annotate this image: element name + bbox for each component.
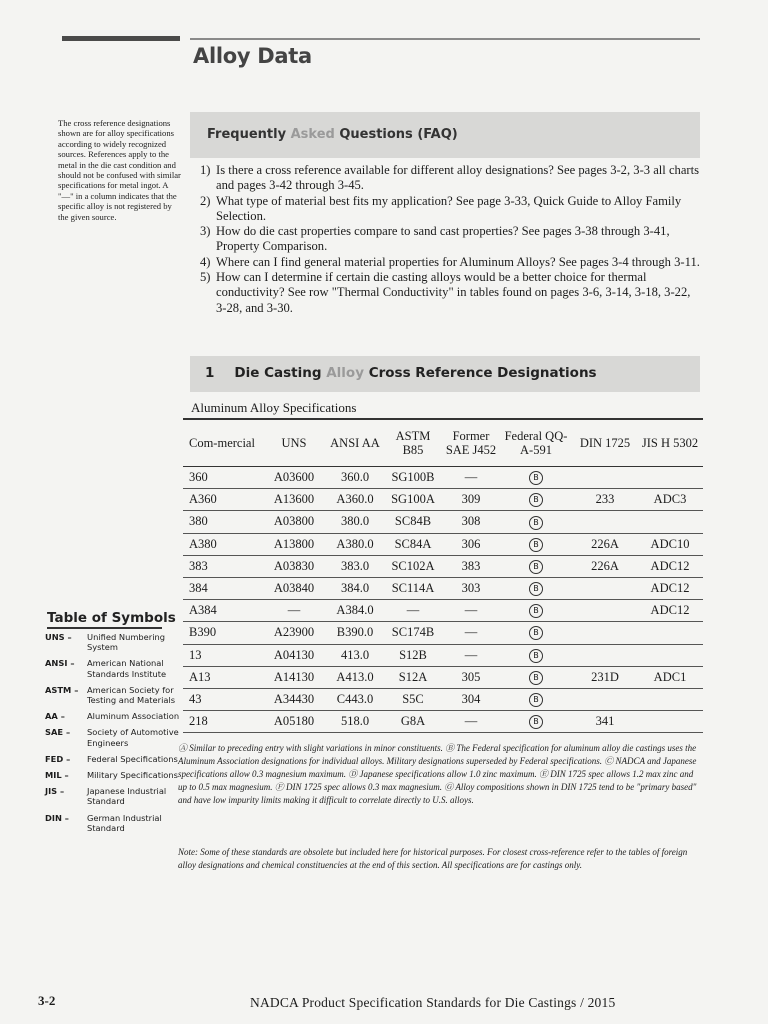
faq-item-text: Is there a cross reference available for different alloy designations? See pages 3-2, 3-3 all charts and pages 3-42 through 3-45. (216, 163, 700, 193)
cell-din (573, 577, 637, 599)
symbol-entry (45, 813, 185, 833)
symbol-entry (45, 685, 185, 705)
table-row (183, 511, 703, 533)
cell-astm: S5C (383, 688, 443, 710)
symbol-definition: German Industrial Standard (87, 812, 162, 833)
cell-din (573, 688, 637, 710)
cell-din (573, 644, 637, 666)
cell-sae: — (443, 622, 499, 644)
symbol-entry (45, 658, 185, 678)
section-title (205, 365, 597, 381)
circled-letter-icon: B (529, 671, 543, 685)
circled-letter-icon: B (529, 493, 543, 507)
col-header-federal: Federal QQ-A-591 (504, 429, 568, 457)
cell-jis: ADC1 (637, 666, 703, 688)
cell-astm: SG100A (383, 489, 443, 511)
col-header-astm: ASTM B85 (395, 429, 431, 457)
cell-ansi: A380.0 (327, 533, 383, 555)
faq-item-number: 1) (200, 163, 211, 177)
faq-item (200, 270, 700, 316)
symbol-entry (45, 632, 185, 652)
cell-din: 226A (573, 555, 637, 577)
cell-din: 231D (573, 666, 637, 688)
cell-din: 233 (573, 489, 637, 511)
table-row (183, 600, 703, 622)
symbol-definition: Military Specifications (87, 770, 178, 781)
cell-commercial: 360 (183, 467, 261, 489)
cell-fed (499, 489, 573, 511)
section-title-highlight: Alloy (326, 365, 364, 381)
cell-fed (499, 711, 573, 733)
table-footnote: Ⓐ Similar to preceding entry with slight variations in minor constituents. Ⓑ The Federal specification for aluminum alloy die castings uses the Aluminum Association designations for individual alloys. Military designations superseded by Federal specifications. Ⓒ NADCA and Japanese specifications allow 0.3 magnesium maximum. Ⓓ Japanese specifications allow 1.0 zinc maximum. Ⓔ DIN 1725 spec allows 1.2 max zinc and up to 0.5 max magnesium. Ⓕ DIN 1725 spec allows 0.3 max magnesium. Ⓖ Alloy compositions shown in DIN 1725 tend to be "primary based" and have low impurity limits making it difficult to correlate directly to U.S. alloys. (178, 743, 697, 805)
section-title-pre: Die Casting (234, 365, 327, 381)
symbol-abbr: ANSI – (45, 658, 75, 669)
cell-sae: — (443, 467, 499, 489)
cell-fed (499, 622, 573, 644)
cell-fed (499, 600, 573, 622)
symbol-entry (45, 770, 185, 780)
cell-din (573, 467, 637, 489)
cell-jis: ADC12 (637, 600, 703, 622)
section-title-post: Cross Reference Designations (364, 365, 597, 381)
symbol-entry (45, 711, 185, 721)
symbol-abbr: AA – (45, 711, 65, 722)
cell-commercial: 43 (183, 688, 261, 710)
cell-ansi: 413.0 (327, 644, 383, 666)
col-header-ansi: ANSI AA (330, 436, 380, 450)
cell-astm: SC84A (383, 533, 443, 555)
cell-commercial: B390 (183, 622, 261, 644)
symbol-abbr: FED – (45, 753, 71, 764)
symbol-definition: American National Standards Institute (87, 658, 167, 679)
col-header-din: DIN 1725 (579, 436, 631, 450)
cell-sae: 304 (443, 688, 499, 710)
cell-astm: SG100B (383, 467, 443, 489)
cell-fed (499, 467, 573, 489)
cell-sae: 308 (443, 511, 499, 533)
cell-uns: A34430 (261, 688, 327, 710)
table-row (183, 555, 703, 577)
cell-sae: — (443, 600, 499, 622)
cell-uns: A13800 (261, 533, 327, 555)
cell-ansi: 384.0 (327, 577, 383, 599)
faq-list (200, 163, 700, 316)
cell-uns: A03830 (261, 555, 327, 577)
cell-commercial: 383 (183, 555, 261, 577)
cell-commercial: A360 (183, 489, 261, 511)
faq-item (200, 163, 700, 194)
cell-jis (637, 711, 703, 733)
cell-astm: SC174B (383, 622, 443, 644)
cell-din (573, 600, 637, 622)
cell-jis: ADC12 (637, 555, 703, 577)
cell-commercial: 384 (183, 577, 261, 599)
cell-ansi: C443.0 (327, 688, 383, 710)
cell-commercial: A384 (183, 600, 261, 622)
cell-jis (637, 688, 703, 710)
symbol-definition: Unified Numbering System (87, 632, 166, 653)
footer-text: NADCA Product Specification Standards for Die Castings / 2015 (250, 995, 616, 1010)
cell-commercial: 380 (183, 511, 261, 533)
symbol-entry (45, 786, 185, 806)
cell-sae: — (443, 644, 499, 666)
symbol-abbr: UNS – (45, 632, 72, 642)
cell-fed (499, 555, 573, 577)
alloy-table-container (183, 400, 703, 733)
cell-ansi: A384.0 (327, 600, 383, 622)
cell-uns: A03800 (261, 511, 327, 533)
cell-jis (637, 467, 703, 489)
cell-astm: G8A (383, 711, 443, 733)
table-row (183, 577, 703, 599)
cell-jis (637, 644, 703, 666)
table-row (183, 489, 703, 511)
table-row (183, 533, 703, 555)
table-row (183, 467, 703, 489)
faq-item-number: 4) (200, 254, 211, 269)
symbol-abbr: JIS – (45, 786, 65, 797)
cell-din (573, 511, 637, 533)
cell-din: 226A (573, 533, 637, 555)
cell-ansi: 518.0 (327, 711, 383, 733)
col-header-jis: JIS H 5302 (641, 436, 699, 450)
cell-uns: A04130 (261, 644, 327, 666)
cell-fed (499, 533, 573, 555)
faq-item-number: 2) (200, 193, 211, 208)
cell-sae: 303 (443, 577, 499, 599)
cell-astm: S12B (383, 644, 443, 666)
section-number: 1 (205, 365, 215, 381)
cell-uns: A03840 (261, 577, 327, 599)
circled-letter-icon: B (529, 560, 543, 574)
circled-letter-icon: B (529, 516, 543, 530)
circled-letter-icon: B (529, 649, 543, 663)
faq-item (200, 194, 700, 225)
circled-letter-icon: B (529, 693, 543, 707)
cell-ansi: A360.0 (327, 489, 383, 511)
faq-title-pre: Frequently (207, 127, 291, 142)
cell-din (573, 622, 637, 644)
symbol-abbr: DIN – (45, 812, 69, 823)
faq-title (207, 127, 458, 142)
cell-sae: 305 (443, 666, 499, 688)
cell-astm: SC114A (383, 577, 443, 599)
cell-fed (499, 577, 573, 599)
faq-title-post: Questions (FAQ) (334, 127, 458, 142)
cell-commercial: A380 (183, 533, 261, 555)
cell-sae: 309 (443, 489, 499, 511)
side-note: The cross reference designations shown are for alloy specifications according to widely recognized sources. References apply to the metal in the die cast condition and should not be confused with similar specifications for metal ingot. A "—" in a column indicates that the specific alloy is not registered by the given source. (58, 118, 181, 222)
table-note: Note: Some of these standards are obsolete but included here for historical purposes. For closest cross-reference refer to the tables of foreign alloy designations and chemical constituencies at the end of this section. All specifications are for castings only. (178, 847, 688, 870)
cell-sae: 306 (443, 533, 499, 555)
symbol-definition: American Society for Testing and Materials (87, 684, 176, 706)
cell-astm: — (383, 600, 443, 622)
cell-astm: SC84B (383, 511, 443, 533)
cell-fed (499, 688, 573, 710)
faq-item (200, 224, 700, 255)
symbol-abbr: ASTM – (45, 684, 79, 695)
circled-letter-icon: B (529, 626, 543, 640)
symbol-abbr: SAE – (45, 727, 71, 738)
cell-commercial: 218 (183, 711, 261, 733)
alloy-cross-reference-table (183, 420, 703, 733)
cell-jis: ADC10 (637, 533, 703, 555)
faq-item-text: How do die cast properties compare to sand cast properties? See pages 3-38 through 3-41, Property Comparison. (216, 224, 670, 254)
table-row (183, 644, 703, 666)
cell-uns: A03600 (261, 467, 327, 489)
cell-fed (499, 644, 573, 666)
symbol-abbr: MIL – (45, 770, 69, 781)
table-row (183, 666, 703, 688)
faq-item (200, 255, 700, 270)
symbols-list (45, 632, 185, 839)
cell-ansi: 360.0 (327, 467, 383, 489)
cell-astm: S12A (383, 666, 443, 688)
page-title: Alloy Data (193, 44, 312, 68)
symbol-entry (45, 754, 185, 764)
cell-ansi: 380.0 (327, 511, 383, 533)
table-header-row (183, 420, 703, 467)
faq-title-highlight: Asked (290, 127, 335, 142)
cell-commercial: 13 (183, 644, 261, 666)
circled-letter-icon: B (529, 582, 543, 596)
cell-ansi: 383.0 (327, 555, 383, 577)
table-body (183, 467, 703, 733)
cell-astm: SC102A (383, 555, 443, 577)
page-number: 3-2 (38, 993, 56, 1008)
symbols-rule (47, 627, 162, 629)
symbol-definition: Aluminum Association (87, 711, 180, 722)
cell-uns: A13600 (261, 489, 327, 511)
circled-letter-icon: B (529, 471, 543, 485)
cell-ansi: A413.0 (327, 666, 383, 688)
cell-fed (499, 666, 573, 688)
cell-jis: ADC12 (637, 577, 703, 599)
symbol-definition: Society of Automotive Engineers (87, 727, 179, 748)
faq-item-number: 5) (200, 270, 211, 285)
table-row (183, 711, 703, 733)
cell-jis (637, 622, 703, 644)
circled-letter-icon: B (529, 538, 543, 552)
header-rule-left (62, 36, 180, 41)
circled-letter-icon: B (529, 715, 543, 729)
faq-item-text: Where can I find general material properties for Aluminum Alloys? See pages 3-4 through 3-11. (216, 254, 700, 269)
cell-uns: — (261, 600, 327, 622)
cell-commercial: A13 (183, 666, 261, 688)
cell-fed (499, 511, 573, 533)
cell-uns: A14130 (261, 666, 327, 688)
cell-jis (637, 511, 703, 533)
circled-letter-icon: B (529, 604, 543, 618)
faq-item-text: What type of material best fits my application? See page 3-33, Quick Guide to Alloy Family Selection. (216, 193, 682, 223)
cell-uns: A05180 (261, 711, 327, 733)
faq-item-number: 3) (200, 224, 211, 239)
table-row (183, 688, 703, 710)
table-caption: Aluminum Alloy Specifications (183, 400, 703, 420)
symbol-entry (45, 727, 185, 747)
table-row (183, 622, 703, 644)
cell-sae: 383 (443, 555, 499, 577)
header-rule-right (190, 38, 700, 40)
cell-jis: ADC3 (637, 489, 703, 511)
col-header-commercial: Com-mercial (189, 436, 255, 450)
col-header-sae: Former SAE J452 (445, 429, 497, 457)
col-header-uns: UNS (281, 436, 307, 450)
cell-din: 341 (573, 711, 637, 733)
symbols-title: Table of Symbols (47, 610, 176, 626)
symbol-definition: Federal Specifications (87, 753, 178, 764)
symbol-definition: Japanese Industrial Standard (87, 786, 167, 807)
cell-sae: — (443, 711, 499, 733)
cell-ansi: B390.0 (327, 622, 383, 644)
cell-uns: A23900 (261, 622, 327, 644)
faq-item-text: How can I determine if certain die casting alloys would be a better choice for thermal conductivity? See row "Thermal Conductivity" in tables found on pages 3-6, 3-14, 3-18, 3-22, 3-28, and 3-30. (216, 270, 691, 315)
